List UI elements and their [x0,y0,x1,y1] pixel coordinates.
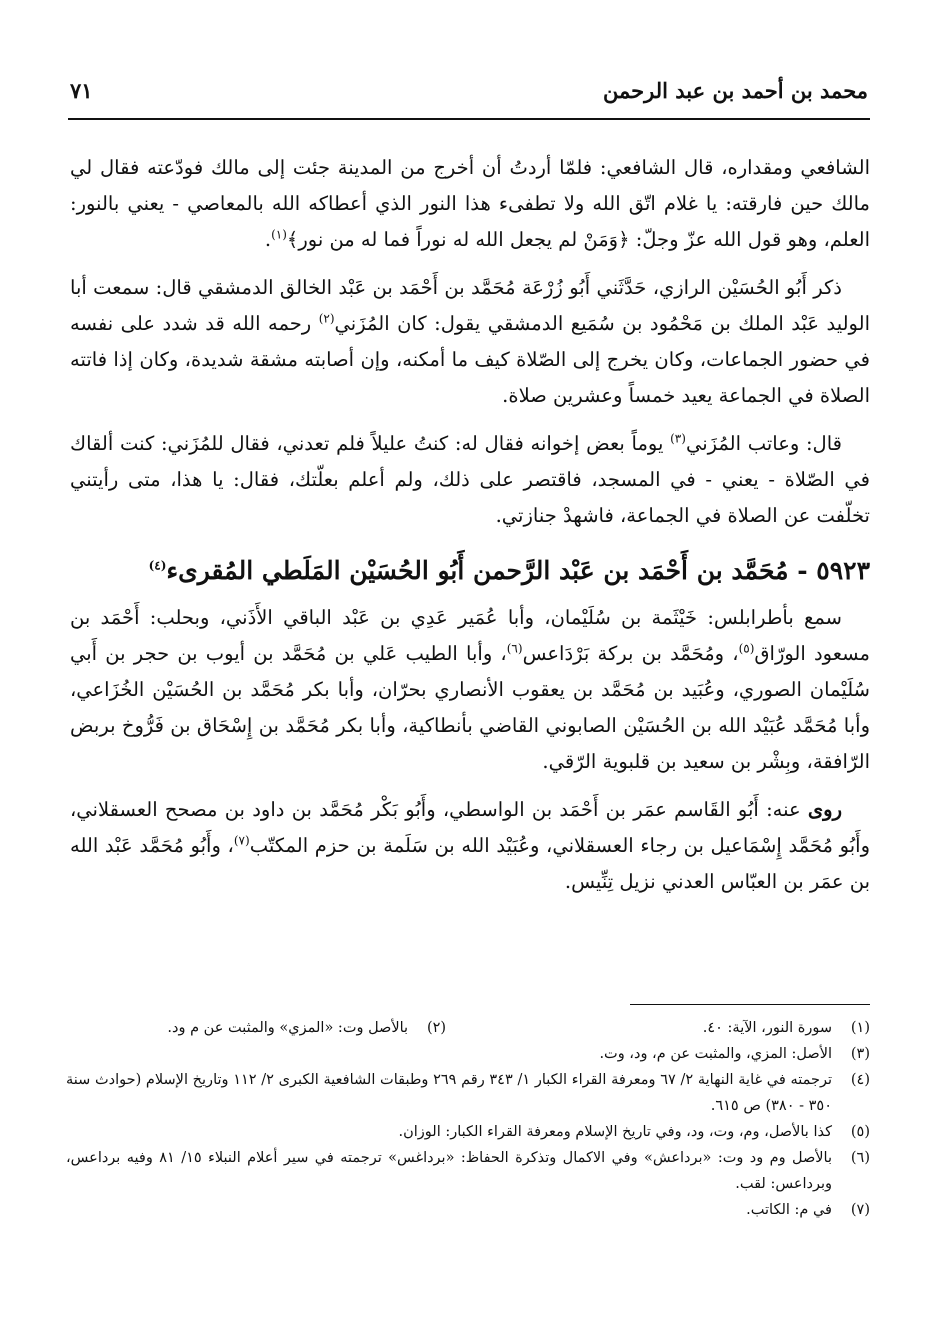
footnote-3 [66,1041,870,1067]
paragraph-text: ، وأَبُو مُحَمَّد عَبْد الله بن عمَر بن العبّاس العدني نزيل تِنِّيس. [70,834,870,893]
footnote-6 [66,1145,870,1197]
footnote-number: (٤) [850,1072,870,1088]
paragraph-text: سمع بأطرابلس: خَيْثَمة بن سُلَيْمان، وأبا عُمَير عَدِي بن عَبْد الباقي الأَذَني، وبحلب: أَحْمَد بن مسعود الورّاق [70,606,870,665]
footnote-ref: (٣) [670,431,686,446]
main-text [70,150,870,912]
page-number: ٧١ [70,78,93,103]
footnote-ref: (٥) [738,641,755,656]
footnote-row [66,1015,870,1041]
paragraph-text: عنه: أَبُو القَاسم عمَر بن أَحْمَد بن الواسطي، وأَبُو بَكْر مُحَمَّد بن داود بن مصحح العسقلاني، وأَبُو مُحَمَّد إِسْمَاعيل بن رجاء العسقلاني، وعُبَيْد الله بن سَلَمة بن حزم المكتّب [70,798,870,857]
paragraph-5 [70,792,870,900]
footnote-4 [66,1067,870,1119]
paragraph-text: ، ومُحَمَّد بن بركة بَرْدَاعس [522,642,739,665]
paragraph-text: ، وأبا الطيب عَلي بن مُحَمَّد بن أيوب بن حجر بن أَبي سُلَيْمان الصوري، وعُبَيد بن مُحَمَّد بن يعقوب الأنصاري بحرّان، وأبا بكر مُحَمَّد بن الحُسَيْن الخُزَاعي، وأبا مُحَمَّد عُبَيْد الله بن الحُسَيْن الصابوني القاضي بأنطاكية، وأبا بكر مُحَمَّد بن إِسْحَاق بن فَرُّوخ بربض الرّافقة، وبِشْر بن سعيد بن قلبوية الرّقي. [70,642,870,773]
paragraph-text: قال: وعاتب المُزَني [685,432,842,455]
entry-heading [70,550,870,592]
footnote-ref: (٦) [506,641,523,656]
paragraph-text: الشافعي ومقداره، قال الشافعي: فلمّا أردتُ أن أخرج من المدينة جئت إلى مالك فودّعته فقال لي مالك حين فارقته: يا غلام اتّق الله ولا تطفىء هذا النور الذي أعطاكه الله بالمعاصي - يعني بالنور: العلم، وهو قول الله عزّ وجلّ: ﴿وَمَنْ لم يجعل الله له نوراً فما له من نور﴾ [70,156,870,251]
paragraph-text: يوماً بعض إخوانه فقال له: كنتُ عليلاً فلم تعدني، فقال للمُزَني: كنت ألقاك في الصّلاة - يعني - في المسجد، فاقتصر على ذلك، ولم أعلم بعلّتك، فقال: يا هذا، متى رأيتني تخلّفت عن الصلاة في الجماعة، فاشهدْ جنازتي. [70,432,870,527]
footnote-number: (٧) [850,1202,870,1218]
footnote-text: ترجمته في غاية النهاية ٢/ ٦٧ ومعرفة القراء الكبار ١/ ٣٤٣ رقم ٢٦٩ وطبقات الشافعية الكبرى ٢/ ١١٢ وتاريخ الإسلام (حوادث سنة ٣٥٠ - ٣٨٠) ص ٦١٥. [66,1072,832,1114]
footnote-number: (٣) [850,1046,870,1062]
footnote-number: (١) [850,1020,870,1036]
footnote-7 [66,1197,870,1223]
paragraph-lead-word: روى [807,798,842,821]
footnote-text: بالأصل وم ود وت: «برداعش» وفي الاكمال وتذكرة الحفاظ: «برداغس» ترجمته في سير أعلام النبلاء ١٥/ ٨١ وفيه برداعس، وبرداعس: لقب. [66,1150,833,1192]
footnote-1 [446,1015,870,1041]
footnote-ref: (٤) [148,558,167,573]
header-divider [68,118,870,120]
paragraph-2 [70,270,870,414]
footnote-text: الأصل: المزي، والمثبت عن م، ود، وت. [599,1046,832,1062]
footnote-2 [22,1015,446,1041]
paragraph-text: رحمه الله قد شدد على نفسه في حضور الجماعات، وكان يخرج إلى الصّلاة كيف ما أمكنه، وإن أصابته مشقة شديدة، وكان إذا فاتته الصلاة في الجماعة يعيد خمساً وعشرين صلاة. [70,312,870,407]
footnotes [66,1015,870,1223]
footnote-text: بالأصل وت: «المزي» والمثبت عن م ود. [167,1020,409,1036]
footnote-divider [630,1004,870,1005]
footnote-ref: (٢) [318,311,335,326]
footnote-ref: (٧) [233,833,250,848]
paragraph-4 [70,600,870,780]
entry-heading-text: ٥٩٢٣ - مُحَمَّد بن أَحْمَد بن عَبْد الرَّحمن أَبُو الحُسَيْن المَلَطي المُقرىء [166,556,870,585]
footnote-number: (٥) [850,1124,870,1140]
footnote-text: في م: الكاتب. [746,1202,832,1218]
footnote-5 [66,1119,870,1145]
footnote-number: (٢) [426,1020,447,1036]
page-header [70,76,868,112]
footnote-number: (٦) [850,1150,870,1166]
footnote-text: كذا بالأصل، وم، وت، ود، وفي تاريخ الإسلام ومعرفة القراء الكبار: الوزان. [398,1124,832,1140]
paragraph-1: الشافعي ومقداره، قال الشافعي: فلمّا أردتُ أن أخرج من المدينة جئت إلى مالك فودّعته فقال لي مالك حين فارقته: يا غلام اتّق الله ولا تطفىء هذا النور الذي أعطاكه الله بالمعاصي - يعني بالنور: العلم، وهو قول الله عزّ وجلّ: ﴿وَمَنْ لم يجعل الله له نوراً فما له من نور﴾$^{(١)}$. [70,156,870,251]
footnote-ref: (١) [271,227,287,242]
footnote-text: سورة النور، الآية: ٤٠. [702,1020,832,1036]
paragraph-3 [70,426,870,534]
running-title: محمد بن أحمد بن عبد الرحمن [603,78,868,103]
paragraph-text: ذكر أَبُو الحُسَيْن الرازي، حَدَّثَني أَبُو زُرْعَة مُحَمَّد بن أَحْمَد بن عَبْد الخالق الدمشقي قال: سمعت أبا الوليد عَبْد الملك بن مَحْمُود بن سُمَيع الدمشقي يقول: كان المُزَني [70,276,870,335]
